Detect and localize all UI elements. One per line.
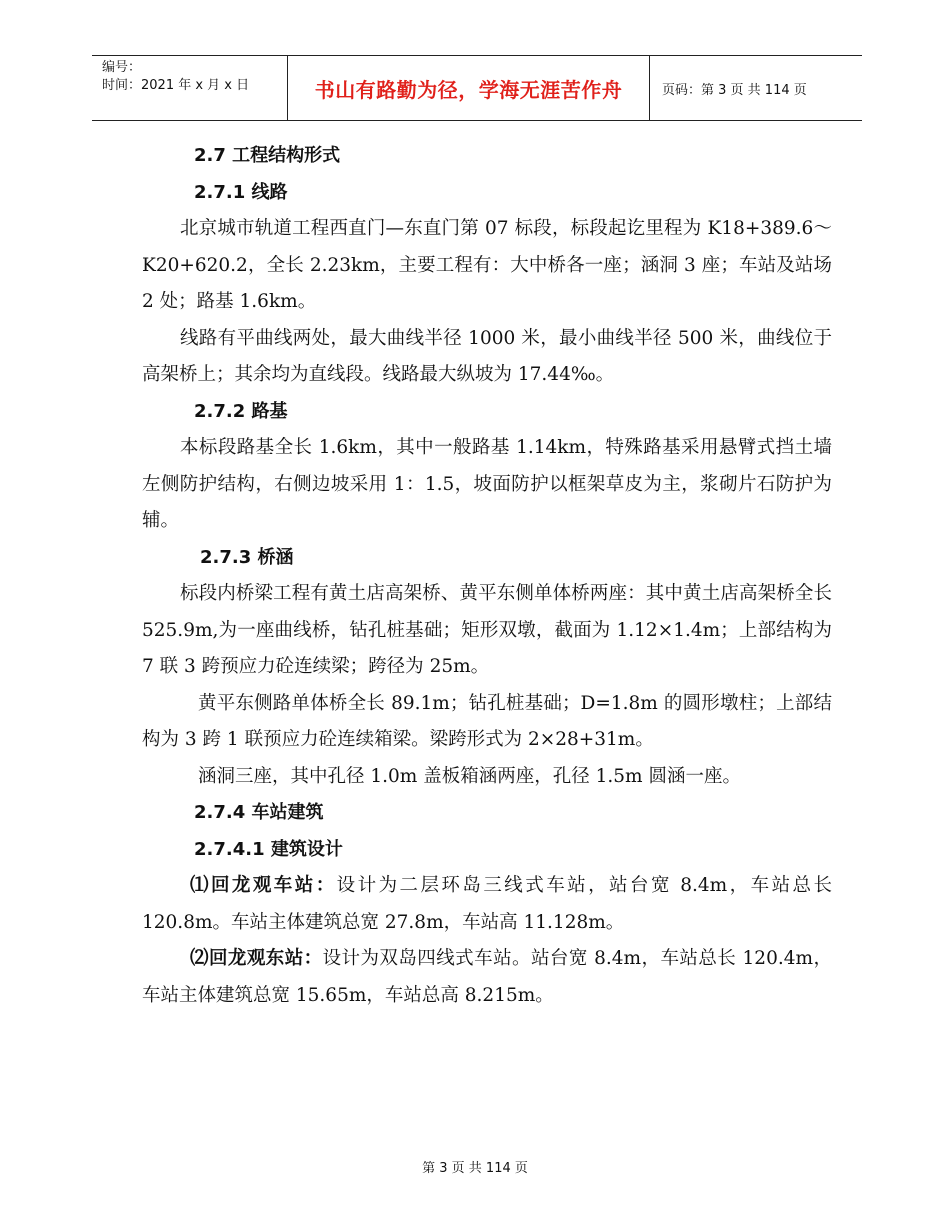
header-meta (92, 56, 287, 120)
paragraph-route-overview: 北京城市轨道工程西直门—东直门第 07 标段，标段起讫里程为 K18+389.6～K20+620.2，全长 2.23km，主要工程有：大中桥各一座；涵洞 3 座；车站及站场 2 处；路基 1.6km。 (142, 218, 832, 312)
section-heading-2-7-3: 2.7.3 桥涵 (200, 546, 294, 568)
page-footer: 第 3 页 共 114 页 (422, 1161, 528, 1176)
page-header (92, 55, 862, 121)
station-label-1: ⑴回龙观车站： (190, 875, 337, 896)
paragraph-huilongguan-east-station (142, 941, 832, 1014)
section-heading-2-7-2: 2.7.2 路基 (194, 400, 288, 422)
section-heading-2-7-4: 2.7.4 车站建筑 (194, 802, 324, 823)
section-heading-2-7-4-1: 2.7.4.1 建筑设计 (194, 838, 343, 860)
station-text-2: 设计为双岛四线式车站。站台宽 8.4m，车站总长 120.4m，车站主体建筑总宽 15.65m，车站总高 8.215m。 (142, 948, 832, 1006)
paragraph-route-curves: 线路有平曲线两处，最大曲线半径 1000 米，最小曲线半径 500 米，曲线位于高架桥上；其余均为直线段。线路最大纵坡为 17.44‰。 (142, 327, 832, 385)
header-motto: 书山有路勤为径，学海无涯苦作舟 (287, 56, 650, 120)
paragraph-huilongguan-station (142, 868, 832, 941)
station-text-1: 设计为二层环岛三线式车站，站台宽 8.4m，车站总长 120.8m。车站主体建筑总宽 27.8m，车站高 11.128m。 (142, 875, 832, 933)
header-page-info: 页码：第 3 页 共 114 页 (662, 82, 807, 98)
document-time: 时间：2021 年 x 月 x 日 (102, 78, 250, 93)
paragraph-bridges: 标段内桥梁工程有黄土店高架桥、黄平东侧单体桥两座：其中黄土店高架桥全长 525.9m,为一座曲线桥，钻孔桩基础；矩形双墩，截面为 1.12×1.4m；上部结构为 7 联 3 跨预应力砼连续梁；跨径为 25m。 (142, 583, 832, 677)
section-heading-2-7: 2.7 工程结构形式 (194, 145, 341, 166)
section-heading-2-7-1: 2.7.1 线路 (194, 181, 288, 203)
document-body (142, 138, 832, 1014)
paragraph-single-bridge: 黄平东侧路单体桥全长 89.1m；钻孔桩基础；D=1.8m 的圆形墩柱；上部结构为 3 跨 1 联预应力砼连续箱梁。梁跨形式为 2×28+31m。 (142, 692, 832, 750)
document-number-label: 编号： (102, 60, 142, 75)
station-label-2: ⑵回龙观东站： (190, 948, 323, 969)
paragraph-culverts: 涵洞三座，其中孔径 1.0m 盖板箱涵两座，孔径 1.5m 圆涵一座。 (198, 765, 741, 787)
paragraph-subgrade: 本标段路基全长 1.6km，其中一般路基 1.14km，特殊路基采用悬臂式挡土墙左侧防护结构，右侧边坡采用 1：1.5，坡面防护以框架草皮为主，浆砌片石防护为辅。 (142, 437, 832, 531)
